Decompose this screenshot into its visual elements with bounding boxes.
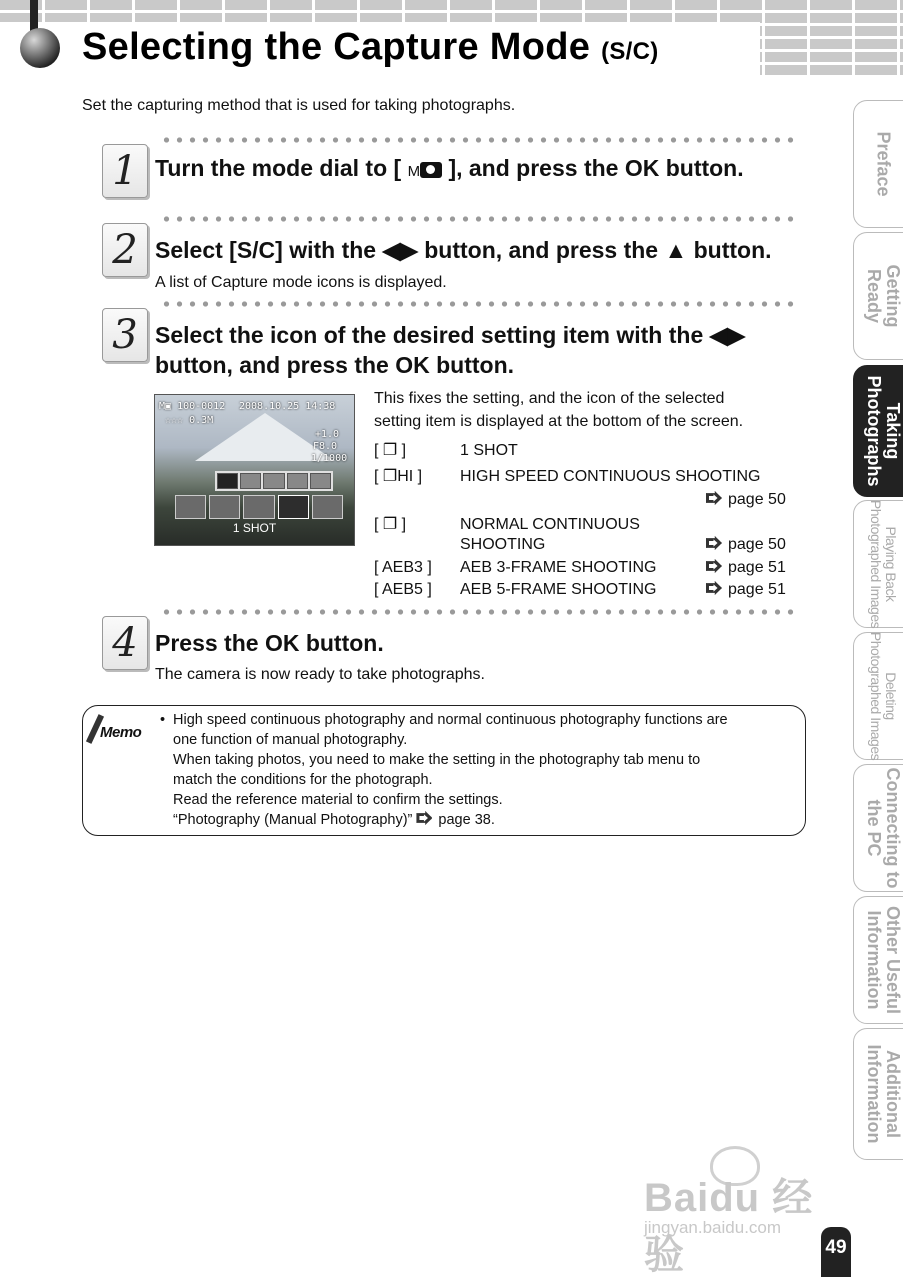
tab-label-line1: Deleting [883, 672, 899, 720]
dotted-divider [160, 215, 800, 223]
tab-label-line1: Additional [883, 1050, 903, 1138]
step-3-heading-line1: Select the icon of the desired setting item with the ◀▶ [155, 322, 746, 348]
tab-label-line2: Ready [864, 268, 884, 324]
aeb3-icon [287, 473, 308, 489]
dotted-divider [160, 300, 800, 308]
tab-label-line2: Information [864, 910, 884, 1010]
option-label: NORMAL CONTINUOUS [460, 516, 640, 533]
one-shot-icon [217, 473, 238, 489]
osd-mode-label: 1 SHOT [232, 521, 277, 535]
option-label: AEB 3-FRAME SHOOTING [460, 559, 657, 576]
exp-prg-icon [175, 495, 206, 519]
page-arrow-icon [706, 491, 722, 505]
step-1-heading-b: ], and press the OK button. [448, 155, 744, 181]
intro-text: Set the capturing method that is used for taking photographs. [82, 97, 516, 114]
page-title [82, 26, 659, 69]
page-arrow-icon [706, 559, 722, 573]
memo-line-ref [160, 810, 800, 830]
dotted-divider [160, 608, 800, 616]
page-arrow-icon [706, 536, 722, 550]
wb-icon [209, 495, 240, 519]
page-ref-text: page 50 [728, 491, 786, 508]
page-ref-text: page 51 [728, 581, 786, 598]
tab-label-line2: the PC [864, 799, 884, 857]
tab-label [864, 768, 902, 889]
memo-label: Memo [100, 724, 142, 741]
sc-icon [278, 495, 309, 519]
memo-line: Read the reference material to confirm the settings. [173, 792, 503, 808]
tab-label-line1: Getting [883, 264, 903, 328]
step-2-text: A list of Capture mode icons is displayed. [155, 274, 447, 291]
tab-label [864, 1045, 902, 1144]
capture-mode-icon-list [215, 471, 333, 491]
option-label: 1 SHOT [460, 442, 518, 459]
option-row [374, 581, 656, 599]
tab-connecting-pc[interactable] [853, 764, 903, 892]
tab-getting-ready[interactable] [853, 232, 903, 360]
description-line2: setting item is displayed at the bottom of the screen. [374, 413, 744, 430]
ae-icon [243, 495, 274, 519]
tab-label: Preface [873, 131, 894, 197]
high-speed-icon [240, 473, 261, 489]
step-number: 2 [102, 223, 148, 277]
af-icon [312, 495, 343, 519]
dotted-divider [160, 136, 800, 144]
page-number: 49 [821, 1227, 851, 1277]
step-4-heading: Press the OK button. [155, 630, 384, 656]
memo-line: High speed continuous photography and normal continuous photography functions are [173, 712, 728, 728]
mode-m-label: M [407, 163, 421, 180]
tab-taking-photographs[interactable] [853, 365, 903, 497]
step-number: 4 [102, 616, 148, 670]
option-row [374, 466, 760, 486]
memo-line: one function of manual photography. [173, 732, 408, 748]
tab-label [868, 632, 898, 760]
camera-icon [420, 162, 442, 178]
tab-deleting[interactable] [853, 632, 903, 760]
tab-additional-info[interactable] [853, 1028, 903, 1160]
step-4-text: The camera is now ready to take photographs. [155, 666, 485, 683]
page-ref [706, 491, 786, 509]
tab-preface[interactable] [853, 100, 903, 228]
step-number: 3 [102, 308, 148, 362]
memo-line: match the conditions for the photograph. [173, 772, 433, 788]
page-title-text: Selecting the Capture Mode [82, 26, 591, 68]
osd-datetime: 2008.10.25 14:38 [239, 401, 336, 412]
option-icon: [ ❐ ] [374, 516, 407, 533]
option-label: HIGH SPEED CONTINUOUS SHOOTING [460, 468, 761, 485]
option-icon: [ AEB5 ] [374, 581, 432, 598]
osd-file-no: M▣ 100-0012 [159, 401, 226, 412]
page-ref [706, 581, 786, 599]
continuous-icon [263, 473, 284, 489]
tab-label-line1: Taking [883, 402, 903, 460]
osd-resolution-value: 0.3M [189, 415, 214, 426]
menu-icon-row [175, 495, 343, 517]
tab-label-line2: Photographed Images [868, 499, 884, 629]
tab-label-line1: Connecting to [883, 767, 903, 889]
tab-label [864, 265, 902, 328]
option-label: AEB 5-FRAME SHOOTING [460, 581, 657, 598]
tab-label-line1: Playing Back [883, 526, 899, 602]
memo-ref-page: page 38. [438, 812, 495, 828]
step-2-heading: Select [S/C] with the ◀▶ button, and press the ▲ button. [155, 237, 772, 263]
page-arrow-icon [416, 811, 432, 825]
tab-label [864, 376, 902, 487]
tab-label-line2: Photographed Images [868, 631, 884, 761]
watermark-line2: jingyan.baidu.com [644, 1218, 782, 1237]
page-arrow-icon [706, 581, 722, 595]
page-ref [706, 559, 786, 577]
memo-line: When taking photos, you need to make the setting in the photography tab menu to [173, 752, 701, 768]
step-1-heading [155, 155, 744, 182]
tab-label [868, 500, 898, 628]
osd-resolution: ☆☆☆ 0.3M [165, 415, 214, 426]
option-row [374, 440, 518, 460]
bullet-ball-icon [20, 28, 60, 68]
tab-label-line2: Photographs [864, 375, 884, 487]
step-number: 1 [102, 144, 148, 198]
page-ref-text: page 50 [728, 536, 786, 553]
description-line1: This fixes the setting, and the icon of the selected [374, 390, 725, 407]
tab-label [864, 906, 902, 1014]
osd-shutter: 1/1000 [311, 453, 348, 464]
camera-screen-image [154, 394, 355, 546]
osd-exposure: +1.0 [315, 429, 340, 440]
page-ref [706, 536, 786, 554]
step-1-heading-a: Turn the mode dial to [ [155, 155, 402, 181]
option-row [374, 514, 640, 534]
tab-label-line2: Information [864, 1044, 884, 1144]
bullet-icon: • [160, 712, 166, 728]
osd-aperture: F8.0 [313, 441, 338, 452]
option-row [374, 559, 656, 577]
watermark-line1: Baidu 经验 [644, 1176, 814, 1277]
memo-line: “Photography (Manual Photography)” [173, 812, 413, 828]
option-label-cont: SHOOTING [460, 536, 546, 553]
memo-text [160, 710, 800, 830]
aeb5-icon [310, 473, 331, 489]
tab-playing-back[interactable] [853, 500, 903, 628]
page-ref-text: page 51 [728, 559, 786, 576]
option-icon: [ AEB3 ] [374, 559, 432, 576]
page-title-suffix: (S/C) [601, 38, 659, 65]
tab-label-line1: Other Useful [883, 905, 903, 1015]
option-icon: [ ❐HI ] [374, 468, 423, 485]
osd-file-no-value: 100-0012 [177, 401, 226, 412]
step-3-heading-line2: button, and press the OK button. [155, 352, 515, 378]
option-icon: [ ❐ ] [374, 442, 407, 459]
tab-other-useful[interactable] [853, 896, 903, 1024]
